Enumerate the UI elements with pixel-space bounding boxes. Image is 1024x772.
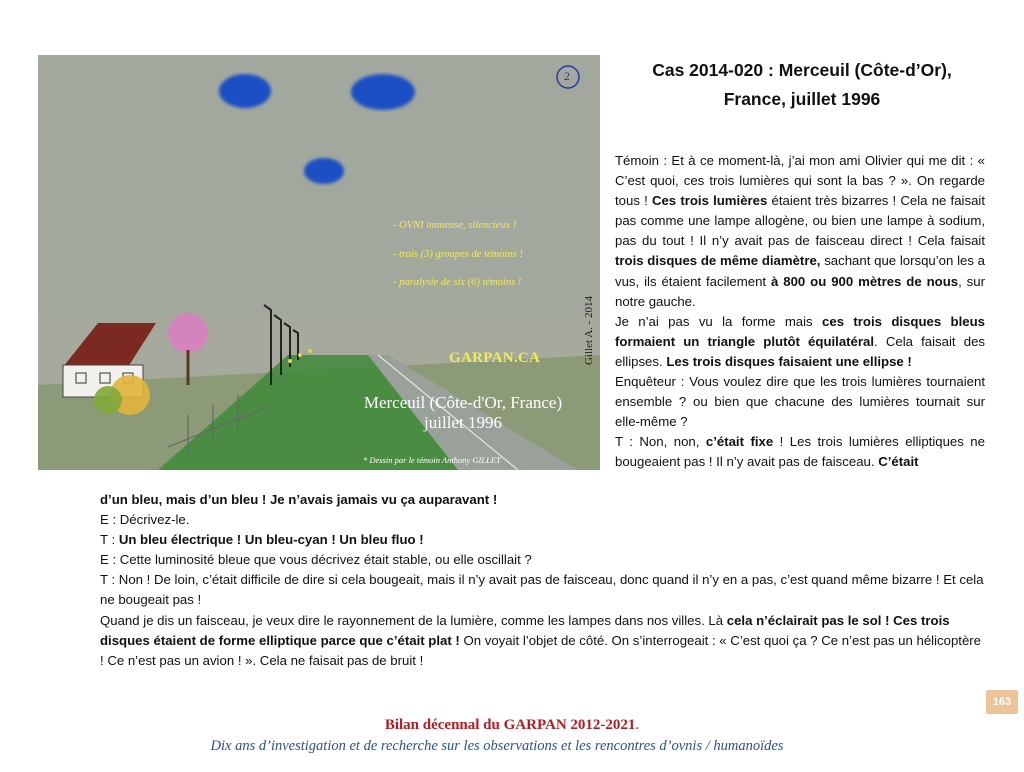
text-segment: E : Décrivez-le. [100, 512, 190, 528]
footer-subtitle: Dix ans d’investigation et de recherche sur les observations et les rencontres d’ovnis / humanoïdes [210, 738, 784, 754]
paragraph [100, 490, 986, 510]
ufo-disc-left [219, 74, 271, 108]
text-segment: Je n’ai pas vu la forme mais [615, 313, 823, 329]
case-title-line1: Cas 2014-020 : Merceuil (Côte-d’Or), [652, 60, 952, 80]
text-segment: On voyait l’objet de côté. On s’interrogeait : « C’est quoi ça ? Ce n’est pas un hélicoptère ! Ce n’est pas un avion ! ». Cela ne faisait pas de bruit ! [100, 632, 982, 668]
footer-title-end: . [635, 717, 640, 733]
text-segment: T : [100, 532, 119, 548]
bold-segment: Un bleu électrique ! Un bleu-cyan ! Un bleu fluo ! [118, 532, 424, 548]
ufo-disc-right [351, 74, 415, 110]
paragraph [615, 372, 985, 432]
bold-segment: à 800 ou 900 mètres de nous [771, 273, 959, 289]
bold-segment: Les trois disques faisaient une ellipse ! [666, 353, 912, 369]
drawing-note-3: - paralysie de six (6) témoins ! [393, 277, 522, 288]
paragraph [100, 510, 986, 530]
text-segment: étaient très bizarres ! Cela ne faisait pas comme une lampe allogène, ou bien une lampe à sodium, pas du tout ! Il n’y avait pas de faisceau direct ! Cela faisait [615, 193, 985, 249]
case-title [612, 56, 992, 114]
drawing-site-label: GARPAN.CA [449, 350, 541, 366]
text-segment: T : Non, non, [615, 434, 706, 450]
drawing-caption-line2: juillet 1996 [424, 413, 502, 432]
ufo-disc-lower [304, 158, 344, 184]
text-segment: T : Non ! De loin, c’était difficile de dire si cela bougeait, mais il n’y avait pas de faisceau, donc quand il n’y en a pas, c’est quand même bizarre ! Et cela ne bougeait pas ! [100, 572, 984, 608]
paragraph [615, 432, 985, 472]
drawing-signature: Gillet A. - 2014 [583, 295, 595, 365]
drawing-caption [343, 393, 583, 433]
page-number: 163 [986, 690, 1018, 714]
paragraph [100, 550, 986, 570]
tree-pink [168, 313, 208, 353]
drawing-number: 2 [564, 69, 570, 83]
drawing-caption-line1: Merceuil (Côte-d'Or, France) [363, 393, 563, 412]
footer-title-text: Bilan décennal du GARPAN 2012-2021 [384, 717, 636, 733]
testimony-right-column [615, 151, 985, 473]
testimony-continued [100, 490, 986, 671]
text-segment: sachant que lorsqu’on les a vus, ils étaient facilement [615, 253, 985, 289]
drawing-note-1: - OVNI immense, silencieux ! [393, 220, 517, 231]
paragraph [100, 530, 986, 550]
drawing-credit: * Dessin par le témoin Anthony GILLET [363, 455, 501, 465]
bold-segment: ces trois disques bleus formaient un triangle plutôt équilatéral [615, 313, 985, 349]
paragraph [100, 611, 986, 671]
text-segment: , sur notre gauche. [615, 273, 985, 309]
footer-title [0, 717, 1024, 734]
bold-segment: cela n’éclairait pas le sol ! Ces trois disques étaient de forme elliptique parce que c’était plat ! [100, 612, 950, 648]
paragraph [615, 312, 985, 372]
text-segment: Témoin : Et à ce moment-là, j’ai mon ami Olivier qui me dit : « C’est quoi, ces trois lumières qui sont la bas ? ». On regarde tous ! [615, 153, 985, 209]
paragraph [100, 570, 986, 610]
bold-segment: C’était [878, 454, 919, 470]
bold-segment: Ces trois lumières [651, 193, 768, 209]
bold-segment: d’un bleu, mais d’un bleu ! Je n’avais jamais vu ça auparavant ! [100, 492, 498, 507]
witness-drawing [38, 55, 600, 470]
drawing-note-2: - trois (3) groupes de témoins ! [393, 249, 523, 260]
text-segment: E : Cette luminosité bleue que vous décrivez était stable, ou elle oscillait ? [100, 552, 532, 568]
paragraph [615, 151, 985, 312]
text-segment: . Cela faisait des ellipses. [615, 333, 985, 369]
bold-segment: c’était fixe [705, 434, 774, 450]
text-segment: Quand je dis un faisceau, je veux dire le rayonnement de la lumière, comme les lampes dans nos villes. Là [100, 612, 727, 628]
case-title-line2: France, juillet 1996 [723, 89, 881, 109]
text-segment: ! Les trois lumières elliptiques ne bougeaient pas ! Il n’y avait pas de faisceau. [615, 434, 985, 470]
bold-segment: trois disques de même diamètre, [615, 253, 821, 269]
text-segment: Enquêteur : Vous voulez dire que les trois lumières tournaient ensemble ? ou bien que chacune des lumières tournait sur elle-même ? [615, 374, 985, 430]
